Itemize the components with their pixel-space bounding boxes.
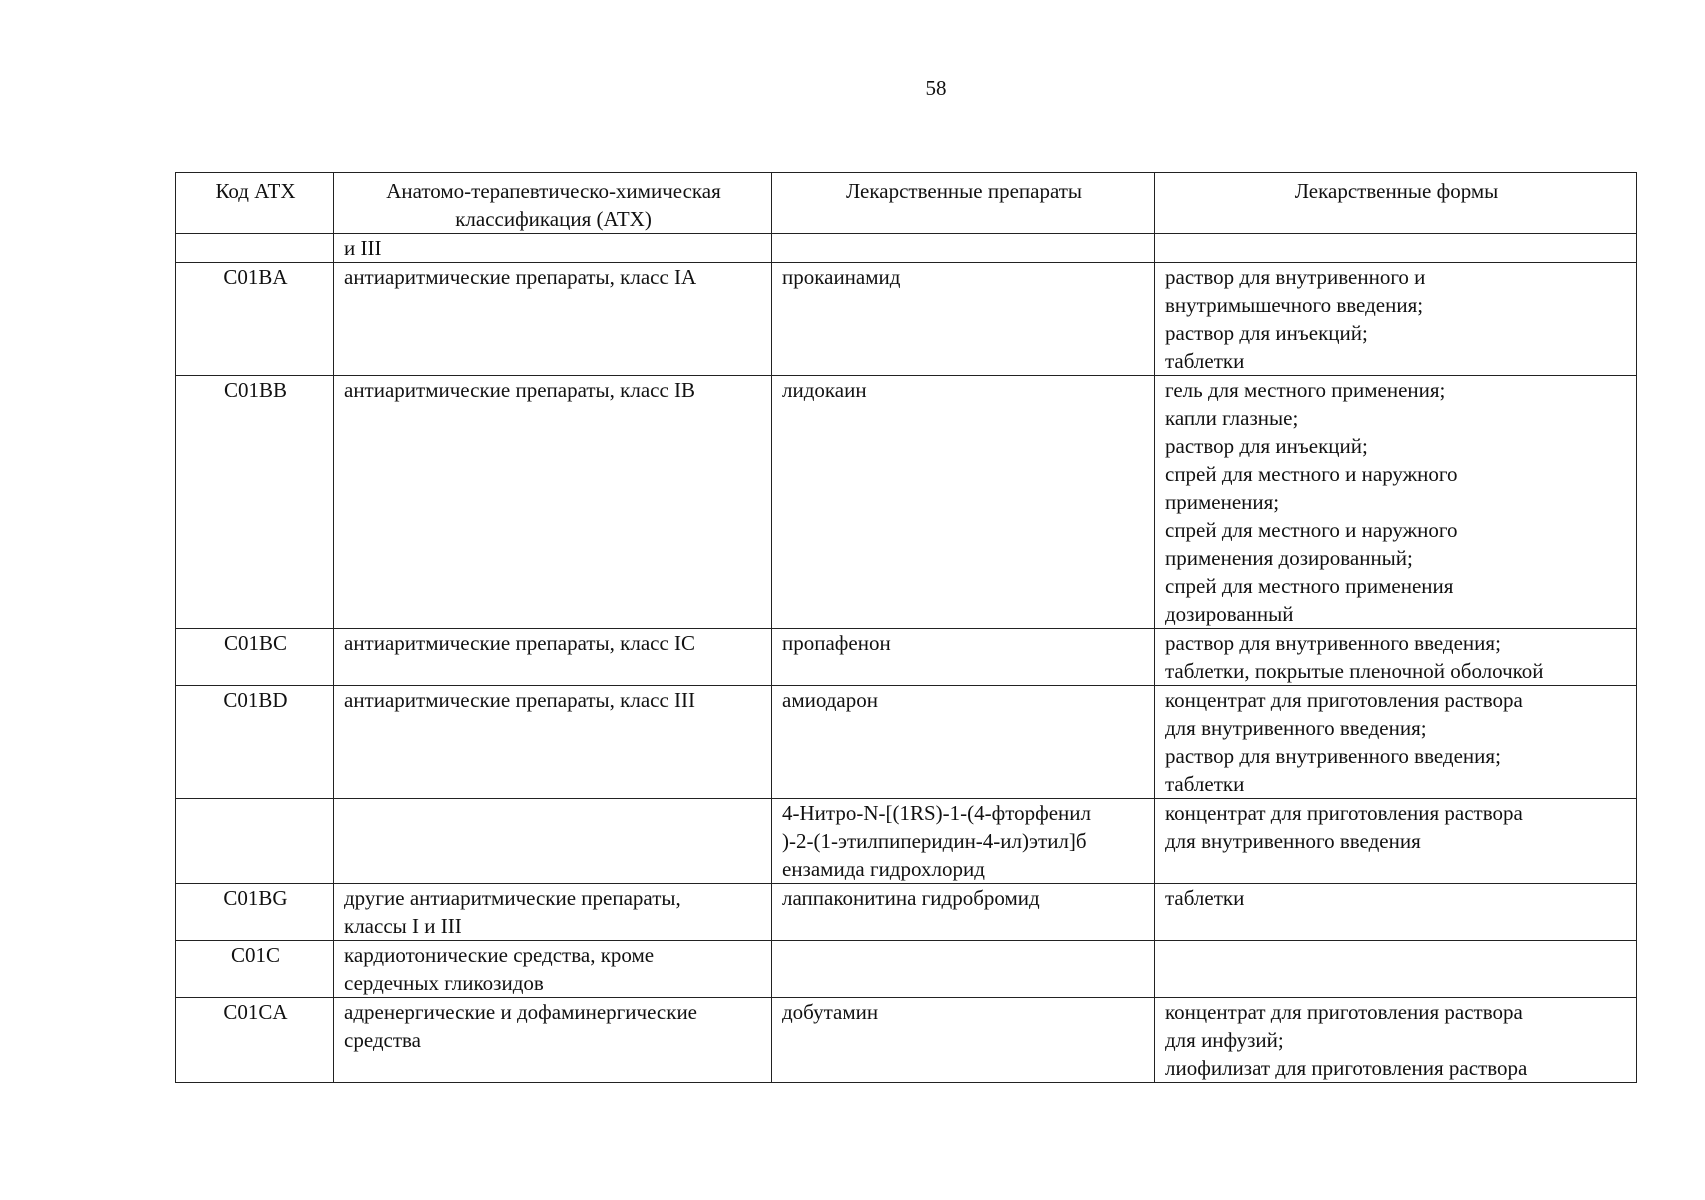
cell-line: применения;	[1165, 490, 1280, 514]
table-row	[176, 376, 1637, 629]
cell-line: концентрат для приготовления раствора	[1165, 1000, 1523, 1024]
table-header-row	[176, 173, 1637, 234]
cell-line: лаппаконитина гидробромид	[782, 886, 1040, 910]
cell-atc-code	[176, 234, 334, 263]
cell-line: прокаинамид	[782, 265, 901, 289]
cell-line: таблетки	[1165, 886, 1245, 910]
cell-atc-code: C01BD	[176, 686, 334, 799]
cell-line: таблетки	[1165, 772, 1245, 796]
table-row	[176, 686, 1637, 799]
cell-line: раствор для внутривенного введения;	[1165, 744, 1501, 768]
cell-line: для внутривенного введения;	[1165, 716, 1427, 740]
cell-line: антиаритмические препараты, класс IC	[344, 631, 696, 655]
cell-line: концентрат для приготовления раствора	[1165, 688, 1523, 712]
cell-line: другие антиаритмические препараты,	[344, 886, 681, 910]
header-dosage-forms: Лекарственные формы	[1155, 173, 1637, 234]
table-row	[176, 941, 1637, 998]
table-row	[176, 263, 1637, 376]
cell-atc-code: C01BG	[176, 884, 334, 941]
cell-line: внутримышечного введения;	[1165, 293, 1424, 317]
cell-drug	[772, 376, 1155, 629]
cell-dosage-forms	[1155, 686, 1637, 799]
cell-line: средства	[344, 1028, 422, 1052]
cell-line: раствор для инъекций;	[1165, 321, 1368, 345]
table-row	[176, 998, 1637, 1083]
cell-atc-code	[176, 799, 334, 884]
cell-line: амиодарон	[782, 688, 878, 712]
table-row	[176, 799, 1637, 884]
table-row	[176, 884, 1637, 941]
cell-line: адренергические и дофаминергические	[344, 1000, 698, 1024]
cell-line: гель для местного применения;	[1165, 378, 1446, 402]
atc-drug-table	[175, 172, 1637, 1083]
cell-classification	[334, 263, 772, 376]
cell-dosage-forms	[1155, 234, 1637, 263]
cell-line: дозированный	[1165, 602, 1294, 626]
cell-line: пропафенон	[782, 631, 891, 655]
cell-line: классы I и III	[344, 914, 462, 938]
cell-line: кардиотонические средства, кроме	[344, 943, 655, 967]
cell-line: концентрат для приготовления раствора	[1165, 801, 1523, 825]
cell-line: для внутривенного введения	[1165, 829, 1421, 853]
cell-line: сердечных гликозидов	[344, 971, 544, 995]
cell-line: спрей для местного применения	[1165, 574, 1454, 598]
cell-line: спрей для местного и наружного	[1165, 462, 1458, 486]
cell-dosage-forms	[1155, 263, 1637, 376]
cell-classification	[334, 234, 772, 263]
cell-line: добутамин	[782, 1000, 879, 1024]
cell-drug	[772, 799, 1155, 884]
cell-classification	[334, 376, 772, 629]
cell-drug	[772, 234, 1155, 263]
cell-line: 4-Нитро-N-[(1RS)-1-(4-фторфенил	[782, 801, 1092, 825]
cell-drug	[772, 686, 1155, 799]
cell-atc-code: C01BB	[176, 376, 334, 629]
cell-classification	[334, 884, 772, 941]
cell-atc-code: C01C	[176, 941, 334, 998]
cell-line: и III	[344, 236, 382, 260]
cell-classification	[334, 998, 772, 1083]
cell-dosage-forms	[1155, 884, 1637, 941]
cell-line: раствор для внутривенного и	[1165, 265, 1426, 289]
cell-classification	[334, 941, 772, 998]
cell-line: ензамида гидрохлорид	[782, 857, 985, 881]
cell-line: раствор для внутривенного введения;	[1165, 631, 1501, 655]
cell-line: антиаритмические препараты, класс IB	[344, 378, 696, 402]
cell-line: )-2-(1-этилпиперидин-4-ил)этил]б	[782, 829, 1087, 853]
cell-line: применения дозированный;	[1165, 546, 1413, 570]
cell-drug	[772, 884, 1155, 941]
cell-dosage-forms	[1155, 799, 1637, 884]
cell-dosage-forms	[1155, 376, 1637, 629]
cell-line: таблетки, покрытые пленочной оболочкой	[1165, 659, 1544, 683]
header-drugs: Лекарственные препараты	[772, 173, 1155, 234]
cell-dosage-forms	[1155, 629, 1637, 686]
cell-atc-code: C01BA	[176, 263, 334, 376]
cell-line: для инфузий;	[1165, 1028, 1284, 1052]
header-atc-code: Код АТХ	[176, 173, 334, 234]
cell-atc-code: C01BC	[176, 629, 334, 686]
cell-line: лиофилизат для приготовления раствора	[1165, 1056, 1528, 1080]
table-row	[176, 629, 1637, 686]
cell-drug	[772, 629, 1155, 686]
cell-line: капли глазные;	[1165, 406, 1299, 430]
cell-dosage-forms	[1155, 941, 1637, 998]
cell-dosage-forms	[1155, 998, 1637, 1083]
cell-classification	[334, 799, 772, 884]
cell-line: таблетки	[1165, 349, 1245, 373]
cell-classification	[334, 686, 772, 799]
cell-line: лидокаин	[782, 378, 867, 402]
page-number: 58	[925, 76, 947, 100]
cell-line: антиаритмические препараты, класс III	[344, 688, 696, 712]
table-body	[176, 234, 1637, 1083]
cell-drug	[772, 941, 1155, 998]
cell-line: антиаритмические препараты, класс IA	[344, 265, 697, 289]
cell-drug	[772, 998, 1155, 1083]
cell-line: раствор для инъекций;	[1165, 434, 1368, 458]
cell-atc-code: C01CA	[176, 998, 334, 1083]
cell-drug	[772, 263, 1155, 376]
header-atc-classification: Анатомо-терапевтическо-химическая классификация (АТХ)	[334, 173, 772, 234]
cell-line: спрей для местного и наружного	[1165, 518, 1458, 542]
table-row	[176, 234, 1637, 263]
cell-classification	[334, 629, 772, 686]
